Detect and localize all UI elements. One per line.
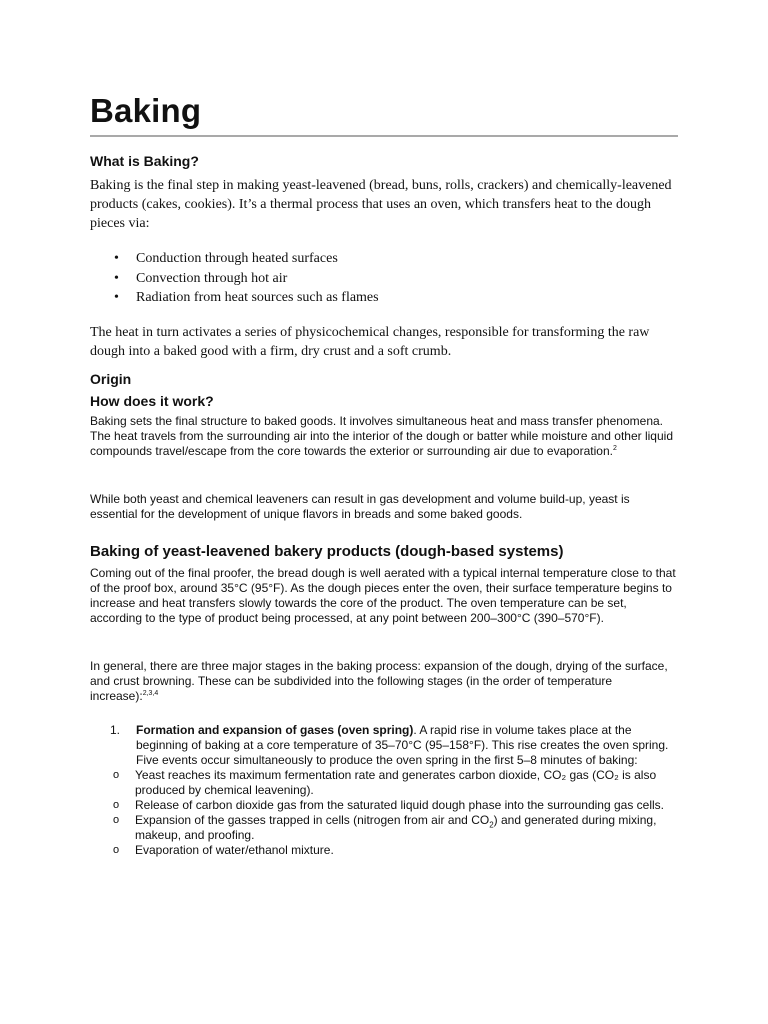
stage-title: Formation and expansion of gases (oven spring) [136, 723, 414, 737]
baking-stages-list [90, 723, 682, 858]
stage-item: 1. Formation and expansion of gases (oven spring). A rapid rise in volume takes place at the beginning of baking at a core temperature of 35–70°C (95–158°F). This rise creates the oven spring. Five events occur simultaneously to produce the oven spring in the first 5–8 minutes of baking: o Yeast reaches its maximum fermentation rate and generates carbon dioxide, CO₂ gas (CO₂ is also produced by chemical leavening). o Release of carbon dioxide gas from the saturated liquid dough phase into the surrounding gas cells. o Expansion of the gasses trapped in cells (nitrogen from air and $CO_2$) and generated during mixing, makeup, and proofing. o Evaporation of water/ethanol mixture. [90, 723, 682, 858]
list-item: • Conduction through heated surfaces [114, 251, 338, 266]
list-item: o Release of carbon dioxide gas from the saturated liquid dough phase into the surrounding gas cells. [113, 798, 665, 812]
how-paragraph-1: Baking sets the final structure to baked goods. It involves simultaneous heat and mass transfer phenomena. The heat travels from the surrounding air into the interior of the dough or batter while moisture and other liquid compounds travel/escape from the core towards the exterior or surrounding air due to evaporation.$^2$ [90, 414, 673, 458]
list-item: o Expansion of the gasses trapped in cells (nitrogen from air and $CO_2$) and generated during mixing, makeup, and proofing. [113, 813, 657, 842]
how-paragraph-2: While both yeast and chemical leaveners can result in gas development and volume build-up, yeast is essential for the development of unique flavors in breads and some baked goods. [90, 492, 630, 521]
yeast-paragraph-2: In general, there are three major stages in the baking process: expansion of the dough, drying of the surface, and crust browning. These can be subdivided into the following stages (in the order of temperature increase):$^{2,3,4}$ [90, 659, 668, 703]
list-item: • Convection through hot air [114, 270, 288, 286]
reference-marker: 2 [612, 445, 617, 452]
oven-spring-events-list [90, 768, 682, 858]
title-divider [90, 135, 678, 137]
heat-transfer-list [90, 249, 682, 308]
page-title: Baking [90, 92, 202, 129]
reference-marker: 2,3,4 [142, 690, 159, 697]
what-is-baking-paragraph: Baking is the final step in making yeast-leavened (bread, buns, rolls, crackers) and chemically-leavened products (cakes, cookies). It’s a thermal process that uses an oven, which transfers heat to the dough pieces via: [90, 178, 672, 231]
heat-paragraph: The heat in turn activates a series of physicochemical changes, responsible for transforming the raw dough into a baked good with a firm, dry crust and a soft crumb. [90, 325, 650, 359]
list-item: o Evaporation of water/ethanol mixture. [113, 843, 334, 857]
origin-heading: Origin [90, 371, 132, 387]
what-is-baking-heading: What is Baking? [90, 153, 199, 169]
list-item: o Yeast reaches its maximum fermentation rate and generates carbon dioxide, CO₂ gas (CO₂ is also produced by chemical leavening). [113, 768, 657, 797]
yeast-leavened-heading: Baking of yeast-leavened bakery products (dough-based systems) [90, 543, 564, 560]
list-item: • Radiation from heat sources such as flames [114, 290, 379, 305]
how-does-it-work-heading: How does it work? [90, 393, 214, 409]
yeast-paragraph-1: Coming out of the final proofer, the bread dough is well aerated with a typical internal temperature close to that of the proof box, around 35°C (95°F). As the dough pieces enter the oven, their surface temperature begins to increase and heat transfers slowly towards the core of the product. The oven temperature can be set, according to the type of product being processed, at any point between 200–300°C (390–570°F). [90, 566, 676, 625]
